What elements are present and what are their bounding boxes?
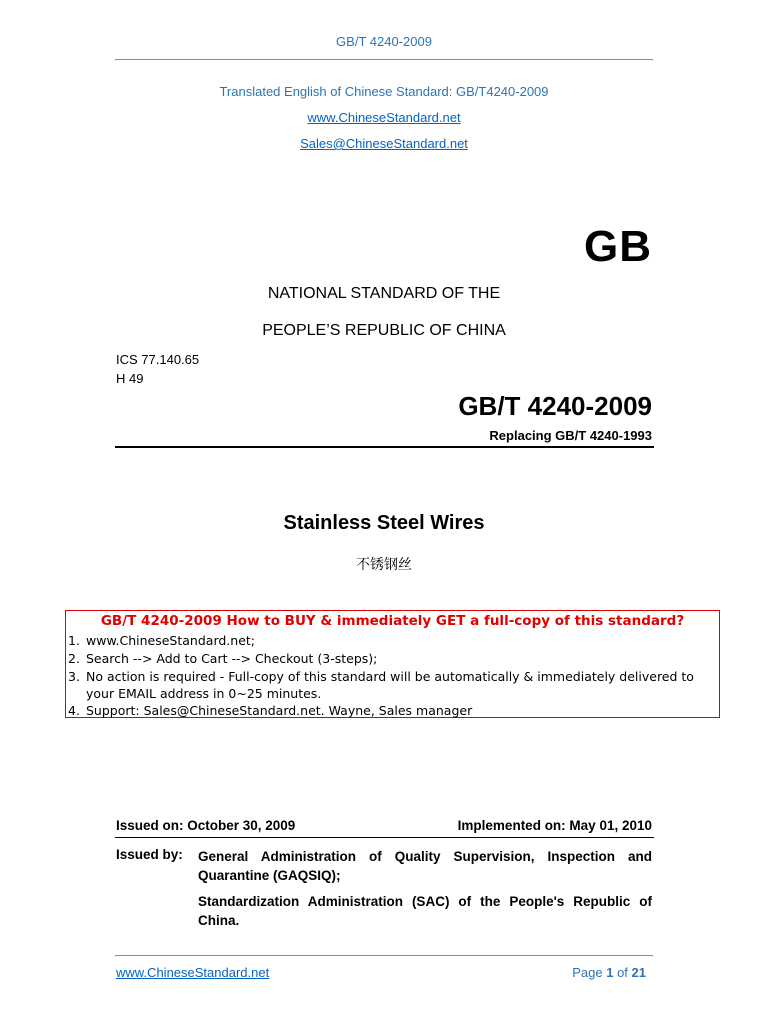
footer-website-row	[116, 965, 269, 980]
footer-divider	[115, 955, 653, 956]
list-number: 1.	[68, 633, 80, 648]
total-pages: 21	[631, 965, 646, 980]
list-text: Search --> Add to Cart --> Checkout (3-steps);	[86, 651, 378, 666]
h-code: H 49	[116, 371, 144, 386]
current-page: 1	[606, 965, 614, 980]
list-item	[68, 633, 255, 648]
translation-note: Translated English of Chinese Standard: GB/T4240-2009	[219, 84, 549, 99]
website-link[interactable]: www.ChineseStandard.net	[307, 110, 461, 125]
gb-mark: GB	[584, 222, 652, 271]
national-standard-line1: NATIONAL STANDARD OF THE	[267, 285, 501, 302]
implemented-date: Implemented on: May 01, 2010	[457, 818, 652, 833]
page-of: of	[613, 965, 632, 980]
issuing-org-sac: Standardization Administration (SAC) of the People's Republic of China.	[198, 894, 652, 928]
list-number: 2.	[68, 651, 80, 666]
standard-number: GB/T 4240-2009	[458, 391, 652, 421]
header-divider	[115, 59, 653, 60]
running-header: GB/T 4240-2009	[336, 34, 432, 49]
footer-website-link[interactable]: www.ChineseStandard.net	[116, 965, 270, 980]
national-standard-line2: PEOPLE’S REPUBLIC OF CHINA	[262, 322, 506, 339]
purchase-info-box	[65, 610, 720, 718]
document-title: Stainless Steel Wires	[283, 512, 485, 534]
ics-code: ICS 77.140.65	[116, 352, 200, 367]
list-text: www.ChineseStandard.net;	[86, 633, 256, 648]
list-text: Support: Sales@ChineseStandard.net. Wayne, Sales manager	[86, 703, 473, 718]
list-number: 4.	[68, 703, 80, 718]
title-divider	[115, 446, 654, 448]
list-text: No action is required - Full-copy of this standard will be automatically & immediately delivered to	[86, 669, 694, 684]
purchase-heading: GB/T 4240-2009 How to BUY & immediately GET a full-copy of this standard?	[100, 613, 685, 629]
email-link[interactable]: Sales@ChineseStandard.net	[300, 136, 468, 151]
list-item	[68, 651, 377, 666]
document-title-chinese: 不锈钢丝	[356, 557, 412, 573]
replacing-note: Replacing GB/T 4240-1993	[489, 428, 652, 443]
issued-date: Issued on: October 30, 2009	[116, 818, 296, 833]
dates-divider	[115, 837, 654, 838]
page-number	[572, 965, 646, 980]
list-item	[68, 703, 472, 718]
translation-website-row	[0, 110, 768, 125]
issuing-org-gaqsiq: General Administration of Quality Supervision, Inspection and Quarantine (GAQSIQ);	[198, 849, 652, 883]
list-number: 3.	[68, 669, 80, 684]
list-item	[68, 669, 694, 684]
translation-email-row	[0, 136, 768, 151]
list-item	[68, 686, 321, 701]
issued-by-label: Issued by:	[116, 847, 183, 862]
page-prefix: Page	[572, 965, 607, 980]
list-text: your EMAIL address in 0~25 minutes.	[86, 686, 322, 701]
